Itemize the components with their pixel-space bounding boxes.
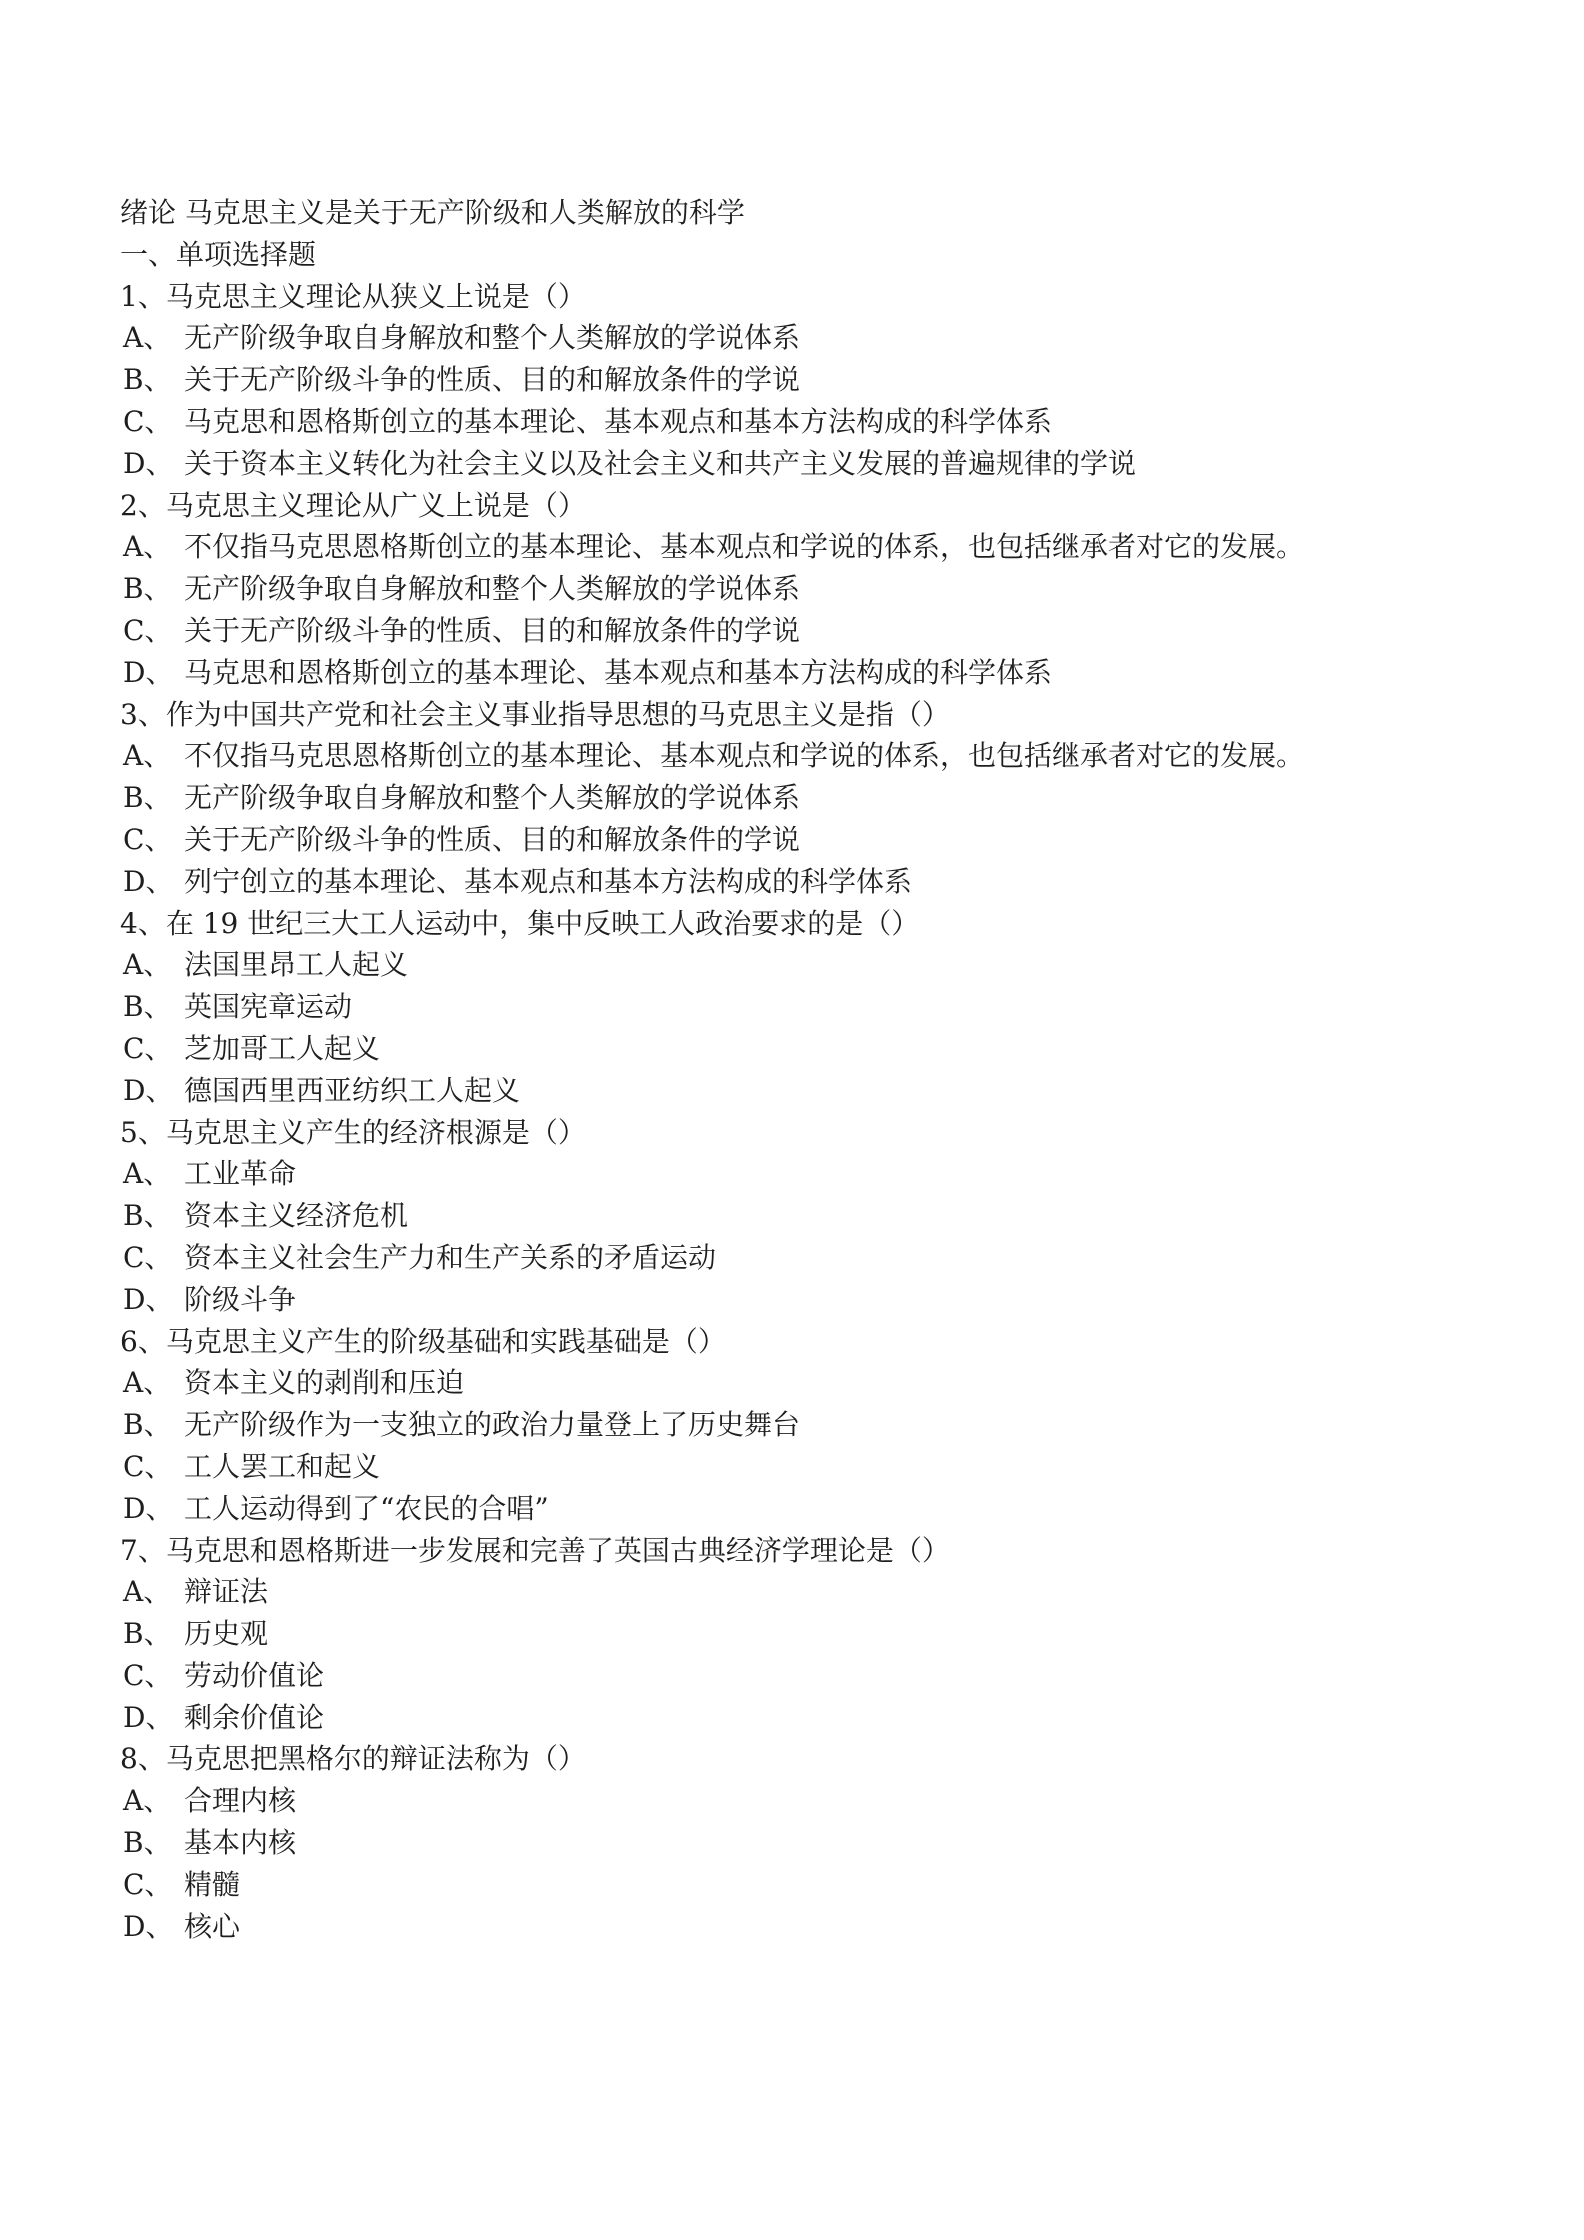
option-label: A、 xyxy=(123,1157,172,1191)
section-heading: 一、单项选择题 xyxy=(120,237,317,271)
question-list xyxy=(120,276,1584,1948)
option-row xyxy=(120,819,1584,861)
option-text: 马克思和恩格斯创立的基本理论、基本观点和基本方法构成的科学体系 xyxy=(184,655,1053,689)
option-row xyxy=(120,1613,1584,1655)
option-row xyxy=(120,1780,1584,1822)
option-label: D、 xyxy=(123,1700,174,1734)
option-label: A、 xyxy=(123,1366,172,1400)
option-label: A、 xyxy=(123,530,172,564)
option-text: 英国宪章运动 xyxy=(184,990,353,1024)
option-text: 法国里昂工人起义 xyxy=(184,948,409,982)
option-row xyxy=(120,1404,1584,1446)
option-text: 无产阶级争取自身解放和整个人类解放的学说体系 xyxy=(184,572,801,606)
option-row xyxy=(120,652,1584,694)
question-stem: 6、马克思主义产生的阶级基础和实践基础是（） xyxy=(120,1324,726,1358)
option-row xyxy=(120,986,1584,1028)
option-label: C、 xyxy=(123,1867,173,1901)
option-text: 工业革命 xyxy=(184,1157,297,1191)
option-label: B、 xyxy=(123,990,172,1024)
option-row xyxy=(120,1153,1584,1195)
option-text: 马克思和恩格斯创立的基本理论、基本观点和基本方法构成的科学体系 xyxy=(184,404,1053,438)
option-label: A、 xyxy=(123,948,172,982)
option-row xyxy=(120,359,1584,401)
option-text: 剩余价值论 xyxy=(184,1700,325,1734)
option-text: 关于无产阶级斗争的性质、目的和解放条件的学说 xyxy=(184,363,801,397)
option-text: 合理内核 xyxy=(184,1784,297,1818)
option-row xyxy=(120,1195,1584,1237)
option-row xyxy=(120,1864,1584,1906)
option-text: 关于无产阶级斗争的性质、目的和解放条件的学说 xyxy=(184,613,801,647)
option-label: A、 xyxy=(123,321,172,355)
option-label: B、 xyxy=(123,1826,172,1860)
option-text: 劳动价值论 xyxy=(184,1658,325,1692)
option-text: 无产阶级争取自身解放和整个人类解放的学说体系 xyxy=(184,321,801,355)
option-row xyxy=(120,1697,1584,1739)
option-text: 辩证法 xyxy=(184,1575,269,1609)
option-text: 德国西里西亚纺织工人起义 xyxy=(184,1073,521,1107)
option-label: C、 xyxy=(123,404,173,438)
option-row xyxy=(120,1237,1584,1279)
option-text: 列宁创立的基本理论、基本观点和基本方法构成的科学体系 xyxy=(184,864,913,898)
option-label: D、 xyxy=(123,1491,174,1525)
option-text: 无产阶级作为一支独立的政治力量登上了历史舞台 xyxy=(184,1408,801,1442)
option-label: C、 xyxy=(123,613,173,647)
option-label: D、 xyxy=(123,1073,174,1107)
option-label: A、 xyxy=(123,1784,172,1818)
question-stem: 3、作为中国共产党和社会主义事业指导思想的马克思主义是指（） xyxy=(120,697,950,731)
option-row xyxy=(120,1028,1584,1070)
option-text: 关于无产阶级斗争的性质、目的和解放条件的学说 xyxy=(184,822,801,856)
option-row xyxy=(120,861,1584,903)
option-text: 关于资本主义转化为社会主义以及社会主义和共产主义发展的普遍规律的学说 xyxy=(184,446,1137,480)
option-text: 历史观 xyxy=(184,1617,269,1651)
option-label: B、 xyxy=(123,1408,172,1442)
option-label: B、 xyxy=(123,363,172,397)
option-label: C、 xyxy=(123,1449,173,1483)
option-text: 资本主义的剥削和压迫 xyxy=(184,1366,465,1400)
option-row xyxy=(120,944,1584,986)
option-row xyxy=(120,1279,1584,1321)
option-label: C、 xyxy=(123,1031,173,1065)
option-label: B、 xyxy=(123,781,172,815)
option-row xyxy=(120,1488,1584,1530)
option-row xyxy=(120,568,1584,610)
option-label: D、 xyxy=(123,446,174,480)
option-label: B、 xyxy=(123,1617,172,1651)
option-label: D、 xyxy=(123,1282,174,1316)
option-text: 资本主义社会生产力和生产关系的矛盾运动 xyxy=(184,1240,717,1274)
option-row xyxy=(120,610,1584,652)
option-text: 不仅指马克思恩格斯创立的基本理论、基本观点和学说的体系，也包括继承者对它的发展。 xyxy=(184,530,1305,564)
option-text: 阶级斗争 xyxy=(184,1282,297,1316)
option-row xyxy=(120,1655,1584,1697)
option-text: 芝加哥工人起义 xyxy=(184,1031,381,1065)
option-row xyxy=(120,526,1584,568)
option-label: D、 xyxy=(123,655,174,689)
option-row xyxy=(120,1571,1584,1613)
option-label: A、 xyxy=(123,1575,172,1609)
option-text: 工人罢工和起义 xyxy=(184,1449,381,1483)
option-text: 无产阶级争取自身解放和整个人类解放的学说体系 xyxy=(184,781,801,815)
option-text: 精髓 xyxy=(184,1867,241,1901)
option-row xyxy=(120,1446,1584,1488)
option-text: 不仅指马克思恩格斯创立的基本理论、基本观点和学说的体系，也包括继承者对它的发展。 xyxy=(184,739,1305,773)
option-text: 资本主义经济危机 xyxy=(184,1199,409,1233)
option-label: B、 xyxy=(123,572,172,606)
question-stem: 7、马克思和恩格斯进一步发展和完善了英国古典经济学理论是（） xyxy=(120,1533,950,1567)
option-label: C、 xyxy=(123,822,173,856)
option-row xyxy=(120,735,1584,777)
option-row xyxy=(120,1070,1584,1112)
question-stem: 2、马克思主义理论从广义上说是（） xyxy=(120,488,586,522)
option-row xyxy=(120,1822,1584,1864)
option-row xyxy=(120,1362,1584,1404)
option-label: A、 xyxy=(123,739,172,773)
option-text: 基本内核 xyxy=(184,1826,297,1860)
option-label: D、 xyxy=(123,1909,174,1943)
option-row xyxy=(120,443,1584,485)
option-label: B、 xyxy=(123,1199,172,1233)
question-stem: 5、马克思主义产生的经济根源是（） xyxy=(120,1115,586,1149)
option-row xyxy=(120,777,1584,819)
option-label: C、 xyxy=(123,1658,173,1692)
question-stem: 8、马克思把黑格尔的辩证法称为（） xyxy=(120,1742,586,1776)
option-text: 核心 xyxy=(184,1909,241,1943)
option-text: 工人运动得到了“农民的合唱” xyxy=(184,1491,549,1525)
question-stem: 1、马克思主义理论从狭义上说是（） xyxy=(120,279,586,313)
option-row xyxy=(120,317,1584,359)
chapter-title: 绪论 马克思主义是关于无产阶级和人类解放的科学 xyxy=(120,196,745,229)
option-row xyxy=(120,1906,1584,1948)
option-row xyxy=(120,401,1584,443)
option-label: D、 xyxy=(123,864,174,898)
option-label: C、 xyxy=(123,1240,173,1274)
question-stem: 4、在 19 世纪三大工人运动中，集中反映工人政治要求的是（） xyxy=(120,906,920,940)
